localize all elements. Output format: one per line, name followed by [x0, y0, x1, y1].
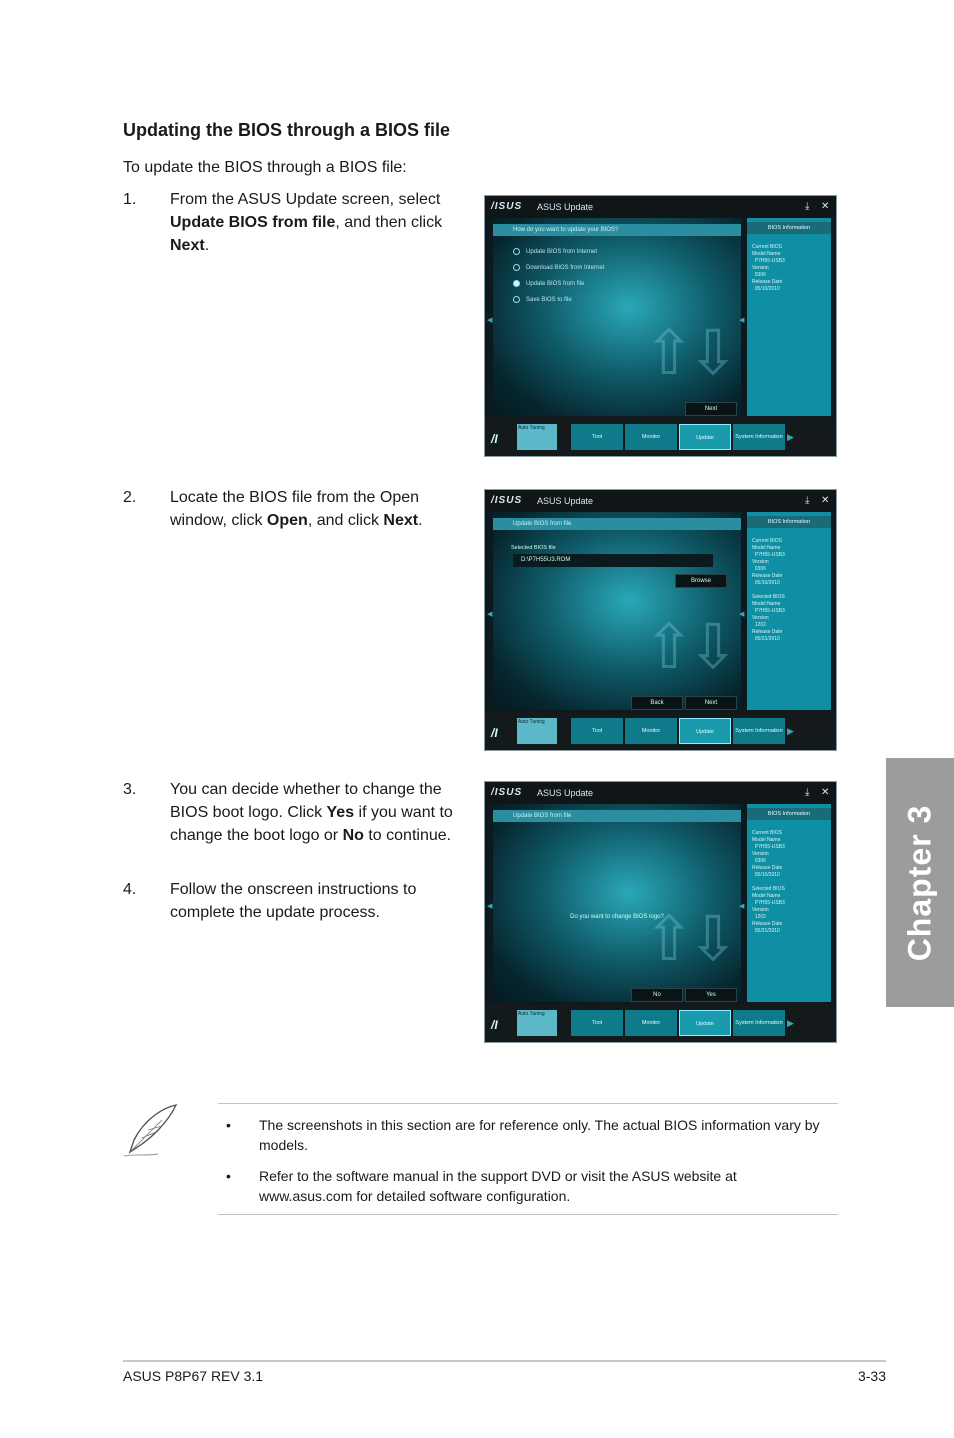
tab-system-information[interactable]: System Information: [733, 424, 785, 450]
bullet: •: [226, 1117, 231, 1133]
title-bar: [485, 490, 836, 512]
tab-tool[interactable]: Tool: [571, 424, 623, 450]
main-panel: [493, 512, 741, 710]
radio-icon: [513, 248, 520, 255]
window-title: ASUS Update: [537, 496, 594, 506]
window-title: ASUS Update: [537, 788, 594, 798]
tab-monitor[interactable]: Monitor: [625, 1010, 677, 1036]
section-title: Updating the BIOS through a BIOS file: [123, 120, 450, 140]
yes-button[interactable]: Yes: [685, 988, 737, 1002]
main-panel: [493, 804, 741, 1002]
tab-system-information[interactable]: System Information: [733, 718, 785, 744]
bios-info-panel: [747, 218, 831, 416]
intro-text: To update the BIOS through a BIOS file:: [123, 159, 407, 176]
panel-header: How do you want to update your BIOS?: [493, 224, 741, 236]
option-save-file[interactable]: Save BIOS to file: [513, 296, 572, 303]
asus-logo: /ISUS: [491, 787, 523, 798]
info-text: Current BIOS Model Name P7H55-USB3 Version 0306 Release Date 05/10/2010 Selected BIOS Model Name P7H55-USB3 Version 1202 Release Date 05/21/2010: [752, 830, 785, 934]
asus-logo: /ISUS: [491, 201, 523, 212]
minimize-icon[interactable]: ⤓: [805, 495, 810, 506]
next-button[interactable]: Next: [685, 402, 737, 416]
taskbar: [485, 712, 836, 750]
tab-update[interactable]: Update: [679, 718, 731, 744]
scroll-left-icon[interactable]: ◀: [487, 317, 493, 324]
no-button[interactable]: No: [631, 988, 683, 1002]
ai-logo-icon: /I: [491, 1018, 498, 1032]
tab-monitor[interactable]: Monitor: [625, 424, 677, 450]
scroll-left-icon[interactable]: ◀: [739, 317, 745, 324]
step-3: [123, 778, 468, 847]
step-number: 2.: [123, 489, 137, 506]
panel-header: Update BIOS from file: [493, 518, 741, 530]
chapter-tab: [886, 758, 954, 1007]
step-number: 3.: [123, 781, 137, 798]
logo-question: Do you want to change BIOS logo?: [570, 914, 664, 920]
tab-auto-tuning[interactable]: Auto Tuning: [517, 424, 557, 450]
tab-system-information[interactable]: System Information: [733, 1010, 785, 1036]
page-number: 3-33: [857, 1368, 886, 1384]
asus-update-screenshot-1: [484, 195, 837, 457]
back-button[interactable]: Back: [631, 696, 683, 710]
step-text: You can decide whether to change the BIOS boot logo. Click Yes if you want to change the boot logo or No to continue.: [170, 781, 453, 844]
note-text: Refer to the software manual in the support DVD or visit the ASUS website at www.asus.com for detailed software configuration.: [259, 1168, 737, 1204]
browse-button[interactable]: Browse: [675, 574, 727, 588]
tab-auto-tuning[interactable]: Auto Tuning: [517, 718, 557, 744]
option-download-internet[interactable]: Download BIOS from Internet: [513, 264, 604, 271]
tab-tool[interactable]: Tool: [571, 1010, 623, 1036]
minimize-icon[interactable]: ⤓: [805, 787, 810, 798]
step-text: Locate the BIOS file from the Open window, click Open, and click Next.: [170, 489, 423, 529]
info-text: Current BIOS Model Name P7H55-USB3 Version 0306 Release Date 05/10/2010: [752, 244, 785, 292]
tab-update[interactable]: Update: [679, 424, 731, 450]
info-header: BIOS Information: [747, 808, 831, 820]
bios-info-panel: [747, 804, 831, 1002]
step-1: [123, 188, 468, 257]
next-button[interactable]: Next: [685, 696, 737, 710]
next-page-icon[interactable]: ▶: [787, 726, 794, 736]
note-item: [226, 1166, 826, 1206]
note-top-rule: [218, 1103, 838, 1104]
bullet: •: [226, 1168, 231, 1184]
step-text: Follow the onscreen instructions to complete the update process.: [170, 881, 417, 921]
scroll-left-icon[interactable]: ◀: [739, 903, 745, 910]
asus-update-screenshot-2: [484, 489, 837, 751]
note-bottom-rule: [218, 1214, 838, 1215]
footer-model: ASUS P8P67 REV 3.1: [123, 1368, 264, 1384]
step-number: 1.: [123, 191, 137, 208]
scroll-left-icon[interactable]: ◀: [739, 611, 745, 618]
option-update-internet[interactable]: Update BIOS from Internet: [513, 248, 597, 255]
bios-info-panel: [747, 512, 831, 710]
ai-logo-icon: /I: [491, 432, 498, 446]
step-2: [123, 486, 468, 532]
scroll-left-icon[interactable]: ◀: [487, 611, 493, 618]
asus-update-screenshot-3: [484, 781, 837, 1043]
field-label: Selected BIOS file: [511, 545, 556, 551]
info-text: Current BIOS Model Name P7H55-USB3 Version 0306 Release Date 05/10/2010 Selected BIOS Model Name P7H55-USB3 Version 1202 Release Date 05/21/2010: [752, 538, 785, 642]
radio-icon: [513, 296, 520, 303]
bios-file-path-field[interactable]: D:\P7H55U3.ROM: [513, 554, 713, 567]
asus-logo: /ISUS: [491, 495, 523, 506]
step-number: 4.: [123, 881, 137, 898]
title-bar: [485, 782, 836, 804]
info-header: BIOS Information: [747, 516, 831, 528]
window-title: ASUS Update: [537, 202, 594, 212]
scroll-left-icon[interactable]: ◀: [487, 903, 493, 910]
close-icon[interactable]: ✕: [821, 201, 830, 212]
footer-rule: [123, 1360, 886, 1362]
chapter-label: Chapter 3: [901, 804, 938, 961]
step-4: [123, 878, 468, 924]
update-arrows-icon: ⇧⇩: [643, 905, 731, 974]
info-header: BIOS Information: [747, 222, 831, 234]
note-text: The screenshots in this section are for reference only. The actual BIOS information vary by models.: [259, 1117, 820, 1153]
next-page-icon[interactable]: ▶: [787, 432, 794, 442]
panel-header: Update BIOS from file: [493, 810, 741, 822]
tab-auto-tuning[interactable]: Auto Tuning: [517, 1010, 557, 1036]
note-item: [226, 1115, 826, 1155]
radio-selected-icon: [513, 280, 520, 287]
ai-logo-icon: /I: [491, 726, 498, 740]
close-icon[interactable]: ✕: [821, 787, 830, 798]
next-page-icon[interactable]: ▶: [787, 1018, 794, 1028]
step-text: From the ASUS Update screen, select Update BIOS from file, and then click Next.: [170, 191, 443, 254]
minimize-icon[interactable]: ⤓: [805, 201, 810, 212]
title-bar: [485, 196, 836, 218]
update-arrows-icon: ⇧⇩: [643, 613, 731, 682]
option-update-file[interactable]: Update BIOS from file: [513, 280, 584, 287]
tab-monitor[interactable]: Monitor: [625, 718, 677, 744]
taskbar: [485, 1004, 836, 1042]
taskbar: [485, 418, 836, 456]
tab-tool[interactable]: Tool: [571, 718, 623, 744]
update-arrows-icon: ⇧⇩: [643, 319, 731, 388]
close-icon[interactable]: ✕: [821, 495, 830, 506]
tab-update[interactable]: Update: [679, 1010, 731, 1036]
feather-pen-icon: [122, 1102, 180, 1160]
radio-icon: [513, 264, 520, 271]
main-panel: [493, 218, 741, 416]
